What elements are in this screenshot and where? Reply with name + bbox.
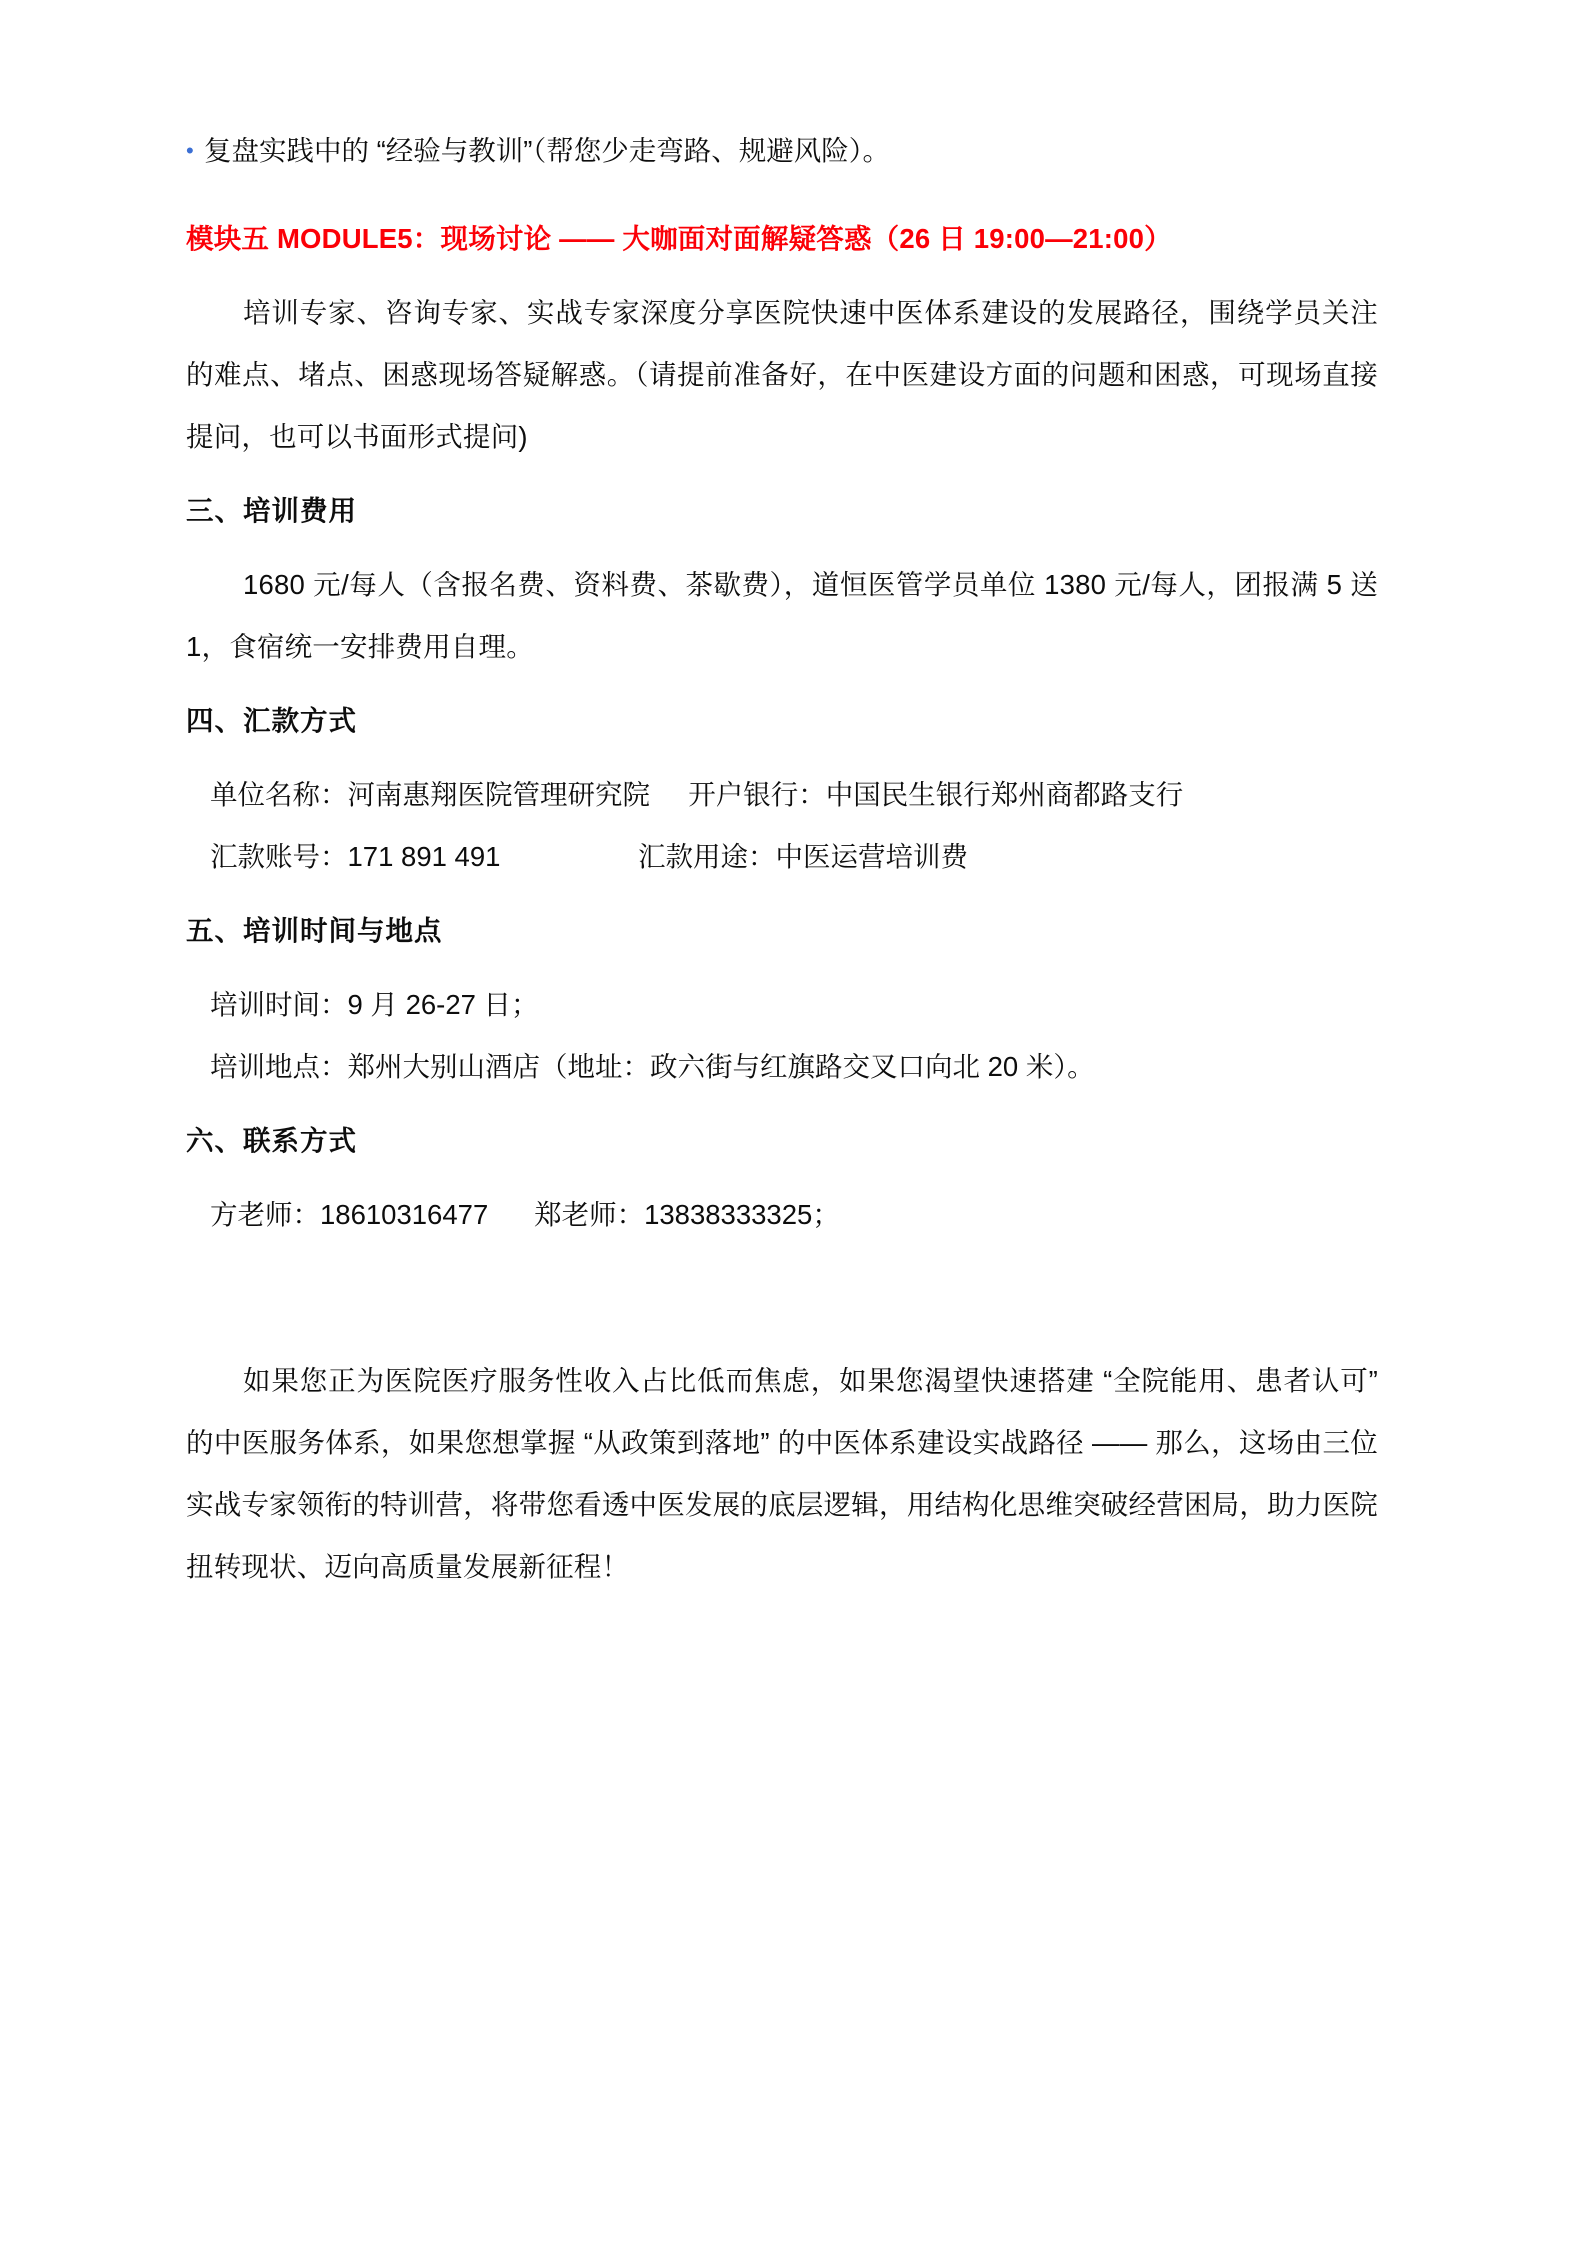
list-item-label: 复盘实践中的 “经验与教训”（帮您少走弯路、规避风险）。 <box>204 135 890 166</box>
remittance-line-account-purpose: 汇款账号：171 891 491 汇款用途：中医运营培训费 <box>210 841 968 872</box>
spacer <box>186 1098 1378 1110</box>
module5-heading: 模块五 MODULE5：现场讨论 —— 大咖面对面解疑答惑（26 日 19:00—21:00） <box>186 223 1172 254</box>
training-fee-paragraph: 1680 元/每人（含报名费、资料费、茶歇费），道恒医管学员单位 1380 元/每人，团报满 5 送 1，食宿统一安排费用自理。 <box>186 569 1378 662</box>
spacer <box>186 1172 1378 1184</box>
bullet-marker-icon: • <box>186 138 194 163</box>
closing-paragraph: 如果您正为医院医疗服务性收入占比低而焦虑，如果您渴望快速搭建 “全院能用、患者认可” 的中医服务体系，如果您想掌握 “从政策到落地” 的中医体系建设实战路径 —— 那么，这场由三位实战专家领衔的特训营，将带您看透中医发展的底层逻辑，用结构化思维突破经营困局，助力医院扭转现状、迈向高质量发展新征程！ <box>186 1365 1378 1582</box>
section-heading-time-place: 五、培训时间与地点 <box>186 915 443 946</box>
spacer <box>186 888 1378 900</box>
training-time-line: 培训时间：9 月 26-27 日； <box>210 989 539 1020</box>
module5-paragraph: 培训专家、咨询专家、实战专家深度分享医院快速中医体系建设的发展路径，围绕学员关注的难点、堵点、困惑现场答疑解惑。（请提前准备好，在中医建设方面的问题和困惑，可现场直接提问，也可以书面形式提问) <box>186 297 1378 452</box>
training-place-line: 培训地点：郑州大别山酒店（地址：政六街与红旗路交叉口向北 20 米）。 <box>210 1051 1095 1082</box>
spacer <box>186 270 1378 282</box>
spacer <box>186 752 1378 764</box>
spacer <box>186 1324 1378 1350</box>
section-heading-remittance: 四、汇款方式 <box>186 705 357 736</box>
remittance-line-company-bank: 单位名称：河南惠翔医院管理研究院 开户银行：中国民生银行郑州商都路支行 <box>210 779 1184 810</box>
contact-line: 方老师：18610316477 郑老师：13838333325； <box>210 1199 840 1230</box>
spacer <box>186 1246 1378 1324</box>
spacer <box>186 182 1378 208</box>
spacer <box>186 542 1378 554</box>
spacer <box>186 468 1378 480</box>
spacer <box>186 962 1378 974</box>
section-heading-training-fee: 三、培训费用 <box>186 495 357 526</box>
list-item <box>186 120 1378 182</box>
spacer <box>186 678 1378 690</box>
section-heading-contact: 六、联系方式 <box>186 1125 357 1156</box>
document-body <box>186 120 1378 1598</box>
